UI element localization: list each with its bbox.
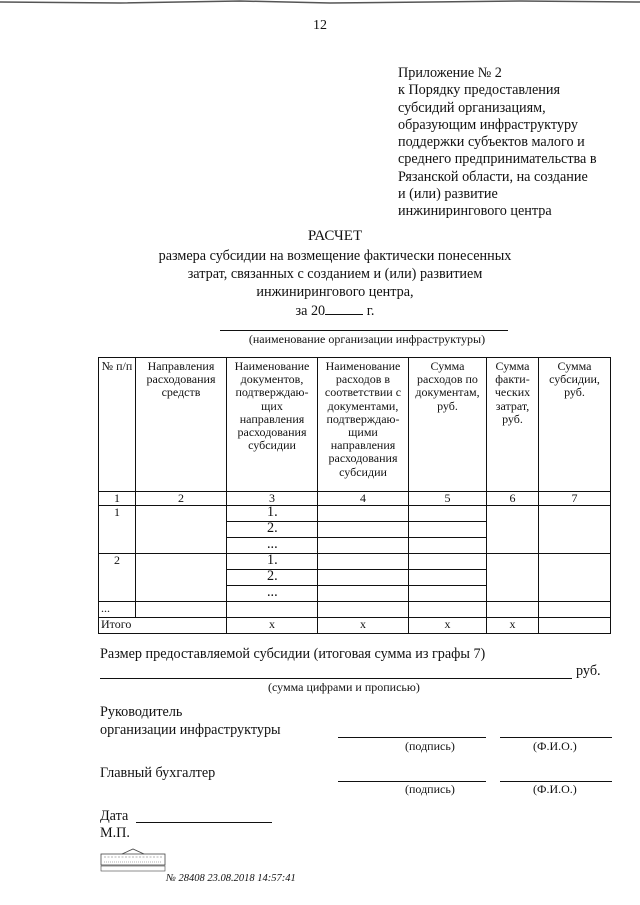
col-header-direction: Направления расходования средств	[136, 358, 227, 492]
appendix-line: Приложение № 2	[398, 65, 502, 81]
expense-cell	[318, 522, 409, 538]
head-signature-caption: (подпись)	[405, 739, 455, 753]
period-prefix: за 20	[295, 303, 326, 319]
period-suffix: г.	[366, 303, 375, 319]
col-header-documents: Наименование документов, подтверждаю-щих направления расходования субсидии	[227, 358, 318, 492]
expense-cell	[318, 506, 409, 522]
ellipsis-cell: ...	[99, 602, 136, 618]
subsidy-amount-caption: (сумма цифрами и прописью)	[268, 680, 420, 694]
document-item: ...	[227, 586, 318, 602]
registry-stamp-icon	[100, 848, 166, 872]
table-header-row	[99, 358, 611, 492]
document-item: 1.	[227, 554, 318, 570]
doc-sum-cell	[409, 586, 487, 602]
subsidy-unit: руб.	[576, 663, 601, 679]
doc-sum-cell	[409, 522, 487, 538]
period-line	[0, 302, 640, 320]
appendix-line: среднего предпринимательства в	[398, 151, 597, 168]
date-line	[136, 822, 272, 823]
accountant-title: Главный бухгалтер	[100, 765, 216, 781]
total-cell: х	[318, 618, 409, 634]
group-number: 1	[99, 506, 136, 554]
actual-sum-cell	[487, 506, 539, 554]
col-header-num: № п/п	[99, 358, 136, 492]
appendix-line: субсидий организациям,	[398, 99, 546, 116]
column-number: 1	[99, 492, 136, 506]
appendix-line: Рязанской области, на создание	[398, 168, 588, 185]
org-name-line	[220, 330, 508, 331]
direction-cell	[136, 554, 227, 602]
actual-sum-cell	[487, 554, 539, 602]
total-label: Итого	[99, 618, 227, 634]
head-title-line-1: Руководитель	[100, 704, 183, 720]
table-row	[99, 602, 611, 618]
appendix-note	[398, 65, 636, 221]
document-item: 1.	[227, 506, 318, 522]
direction-cell	[136, 506, 227, 554]
document-title: РАСЧЕТ	[307, 228, 363, 244]
column-number: 6	[487, 492, 539, 506]
doc-sum-cell	[409, 570, 487, 586]
expense-cell	[318, 554, 409, 570]
page-number: 12	[313, 18, 327, 33]
doc-sum-cell	[409, 538, 487, 554]
column-number-row	[99, 492, 611, 506]
doc-sum-cell	[409, 506, 487, 522]
document-item: 2.	[227, 570, 318, 586]
empty-cell	[487, 602, 539, 618]
document-item: 2.	[227, 522, 318, 538]
expense-cell	[318, 570, 409, 586]
table-row	[99, 554, 611, 570]
accountant-name-caption: (Ф.И.О.)	[533, 782, 577, 796]
appendix-line: образующим инфраструктуру	[398, 116, 578, 133]
empty-cell	[318, 602, 409, 618]
subsidy-size-label: Размер предоставляемой субсидии (итоговая сумма из графы 7)	[100, 646, 486, 662]
col-header-subsidy-sum: Сумма субсидии, руб.	[539, 358, 611, 492]
table-row	[99, 506, 611, 522]
title-line-3: инжинирингового центра,	[256, 284, 414, 300]
subsidy-sum-cell	[539, 554, 611, 602]
accountant-signature-caption: (подпись)	[405, 782, 455, 796]
title-line-2: затрат, связанных с созданием и (или) развитием	[187, 266, 483, 282]
empty-cell	[539, 602, 611, 618]
column-number: 5	[409, 492, 487, 506]
column-number: 4	[318, 492, 409, 506]
head-signature-line	[338, 737, 486, 738]
appendix-line: к Порядку предоставления	[398, 82, 560, 99]
column-number: 7	[539, 492, 611, 506]
document-item: ...	[227, 538, 318, 554]
head-title-line-2: организации инфраструктуры	[100, 722, 281, 738]
document-registration-stamp: № 28408 23.08.2018 14:57:41	[166, 873, 296, 884]
appendix-line: инжинирингового центра	[398, 203, 552, 220]
total-row	[99, 618, 611, 634]
col-header-actual-sum: Сумма факти-ческих затрат, руб.	[487, 358, 539, 492]
expense-cell	[318, 538, 409, 554]
subsidy-sum-cell	[539, 506, 611, 554]
col-header-expenses: Наименование расходов в соответствии с документами, подтверждаю-щими направления расходования субсидии	[318, 358, 409, 492]
title-line-1: размера субсидии на возмещение фактически понесенных	[158, 248, 512, 264]
appendix-line: поддержки субъектов малого и	[398, 134, 585, 151]
empty-cell	[227, 602, 318, 618]
total-subsidy-cell	[539, 618, 611, 634]
total-cell: х	[227, 618, 318, 634]
year-blank	[325, 302, 363, 315]
appendix-line: и (или) развитие	[398, 186, 498, 203]
org-name-caption: (наименование организации инфраструктуры)	[248, 332, 486, 346]
col-header-doc-sum: Сумма расходов по документам, руб.	[409, 358, 487, 492]
total-cell: х	[487, 618, 539, 634]
group-number: 2	[99, 554, 136, 602]
scan-edge-line	[0, 0, 640, 6]
head-name-line	[500, 737, 612, 738]
subsidy-amount-line	[100, 678, 572, 679]
expense-cell	[318, 586, 409, 602]
date-label: Дата	[100, 808, 129, 824]
stamp-label: М.П.	[100, 825, 130, 841]
column-number: 2	[136, 492, 227, 506]
total-cell: х	[409, 618, 487, 634]
column-number: 3	[227, 492, 318, 506]
empty-cell	[409, 602, 487, 618]
doc-sum-cell	[409, 554, 487, 570]
head-name-caption: (Ф.И.О.)	[533, 739, 577, 753]
calculation-table	[98, 357, 611, 634]
empty-cell	[136, 602, 227, 618]
